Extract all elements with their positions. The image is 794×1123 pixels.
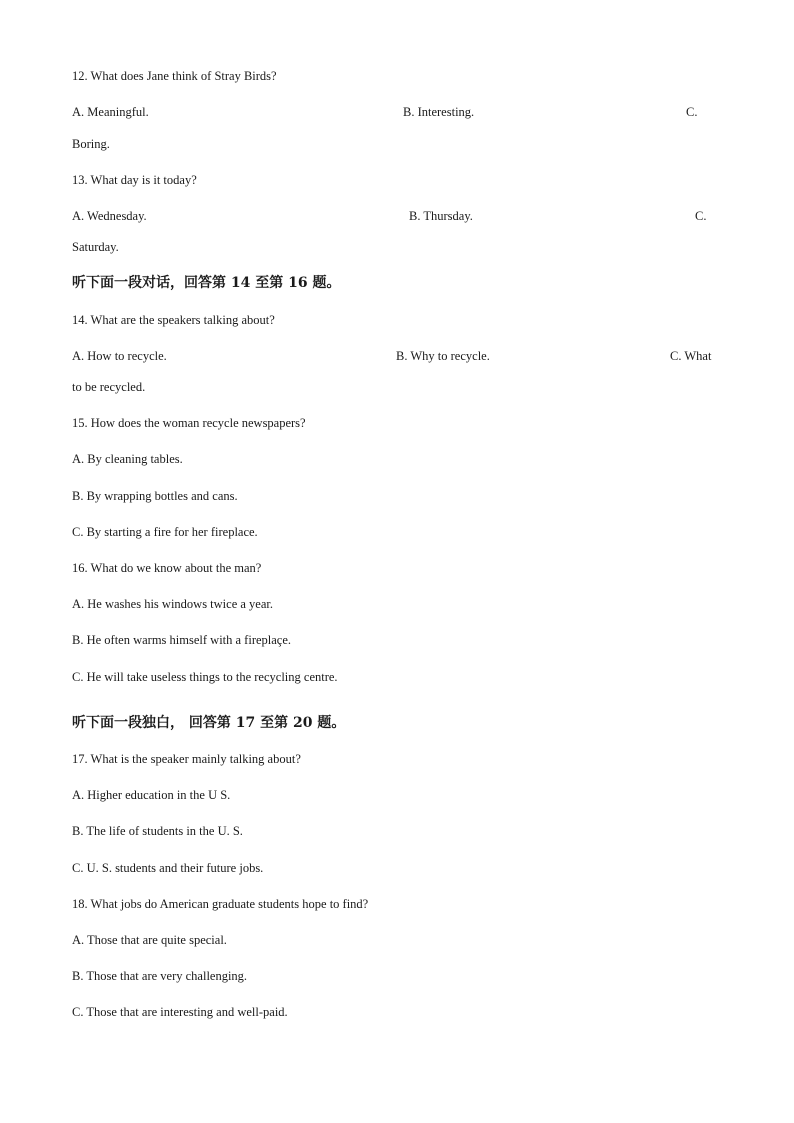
question-18: 18. What jobs do American graduate students hope to find? (72, 897, 369, 911)
q18-option-a: A. Those that are quite special. (72, 933, 227, 947)
question-13: 13. What day is it today? (72, 173, 197, 187)
question-16: 16. What do we know about the man? (72, 561, 262, 575)
q13-option-a: A. Wednesday. (72, 209, 147, 223)
q17-option-b: B. The life of students in the U. S. (72, 824, 243, 838)
q13-option-c-continued: Saturday. (72, 240, 119, 254)
q16-option-a: A. He washes his windows twice a year. (72, 597, 273, 611)
q17-option-a: A. Higher education in the U S. (72, 788, 231, 802)
q17-option-c: C. U. S. students and their future jobs. (72, 861, 264, 875)
q13-option-c: C. (695, 209, 707, 223)
q14-option-c-continued: to be recycled. (72, 380, 146, 394)
q18-option-b: B. Those that are very challenging. (72, 969, 248, 983)
question-17: 17. What is the speaker mainly talking about? (72, 752, 301, 766)
section-heading-monologue: 听下面一段独白， 回答第 17 至第 20 题。 (72, 715, 346, 731)
section-heading-dialogue: 听下面一段对话，回答第 14 至第 16 题。 (72, 275, 341, 291)
q16-option-b: B. He often warms himself with a fireplaçe. (72, 633, 292, 647)
q15-option-a: A. By cleaning tables. (72, 452, 183, 466)
question-15: 15. How does the woman recycle newspapers? (72, 416, 306, 430)
q13-option-b: B. Thursday. (409, 209, 473, 223)
q12-option-a: A. Meaningful. (72, 105, 149, 119)
q12-option-b: B. Interesting. (403, 105, 475, 119)
q16-option-c: C. He will take useless things to the recycling centre. (72, 670, 338, 684)
q18-option-c: C. Those that are interesting and well-paid. (72, 1005, 288, 1019)
question-12: 12. What does Jane think of Stray Birds? (72, 69, 277, 83)
q14-option-b: B. Why to recycle. (396, 349, 490, 363)
question-14: 14. What are the speakers talking about? (72, 313, 275, 327)
q14-option-a: A. How to recycle. (72, 349, 167, 363)
q15-option-c: C. By starting a fire for her fireplace. (72, 525, 258, 539)
q15-option-b: B. By wrapping bottles and cans. (72, 489, 238, 503)
q12-option-c: C. (686, 105, 698, 119)
q14-option-c: C. What (670, 349, 712, 363)
q12-option-c-continued: Boring. (72, 137, 110, 151)
